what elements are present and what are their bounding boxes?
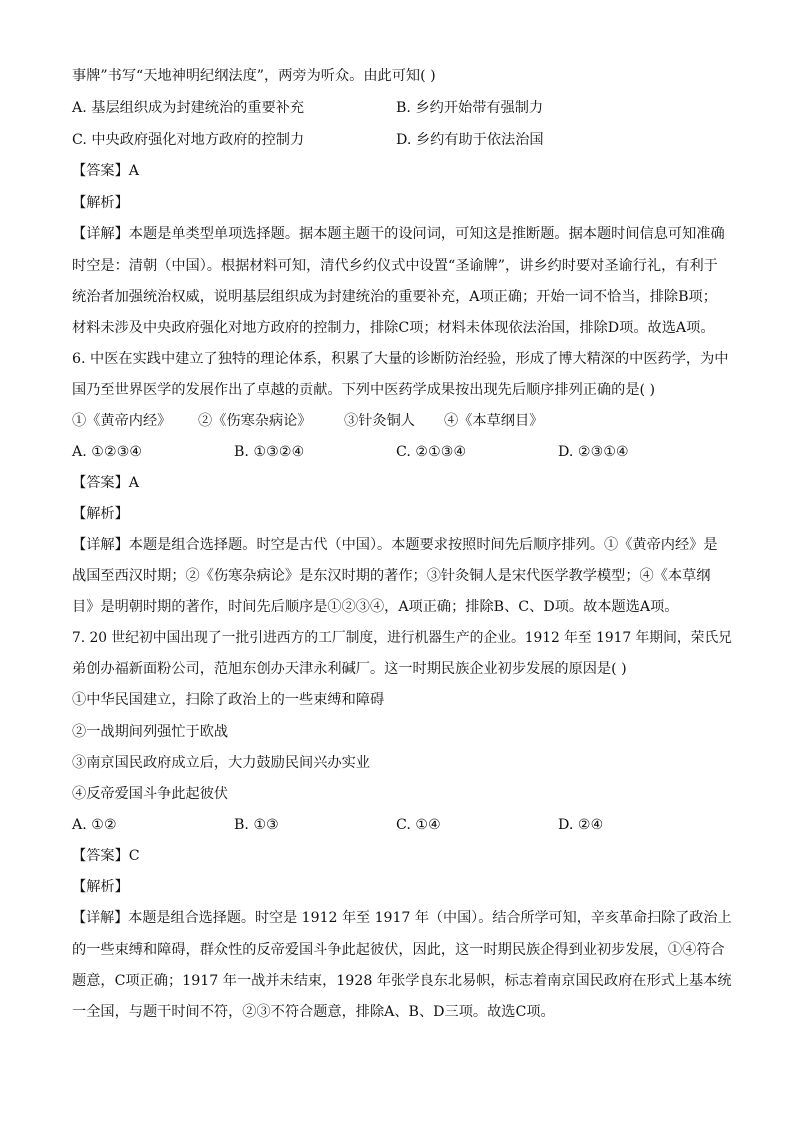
q6-options-row xyxy=(72,442,732,462)
q6-item-2: ②《伤寒杂病论》 xyxy=(198,413,312,429)
q5-option-b: B. 乡约开始带有强制力 xyxy=(396,100,544,116)
q7-option-a: A. ①② xyxy=(72,817,117,833)
q5-options-row-1 xyxy=(72,98,732,118)
q7-detail-line-1: 【详解】本题是组合选择题。时空是 1912 年至 1917 年（中国）。结合所学可知，辛亥革命扫除了政治上 xyxy=(72,910,732,926)
q6-stem-line-1: 6. 中医在实践中建立了独特的理论体系，积累了大量的诊断防治经验，形成了博大精深的中医药学，为中 xyxy=(72,351,729,367)
q5-analysis-label: 【解析】 xyxy=(72,195,129,211)
q6-detail-line-3: 目》是明朝时期的著作，时间先后顺序是①②③④，A项正确；排除B、C、D项。故本题选A项。 xyxy=(72,599,679,615)
q7-detail-line-4: 一全国，与题干时间不符，②③不符合题意，排除A、B、D三项。故选C项。 xyxy=(72,1004,555,1020)
q7-analysis-label: 【解析】 xyxy=(72,879,129,895)
q6-option-a: A. ①②③④ xyxy=(72,444,143,460)
q7-stem-line-1: 7. 20 世纪初中国出现了一批引进西方的工厂制度，进行机器生产的企业。1912 年至 1917 年期间，荣氏兄 xyxy=(72,630,732,646)
q5-detail-line-3: 统治者加强统治权威，说明基层组织成为封建统治的重要补充，A项正确；开始一词不恰当，排除B项； xyxy=(72,289,717,305)
q6-option-c: C. ②①③④ xyxy=(396,444,467,460)
q7-item-3: ③南京国民政府成立后，大力鼓励民间兴办实业 xyxy=(72,755,370,771)
q7-item-1: ①中华民国建立，扫除了政治上的一些束缚和障碍 xyxy=(72,692,385,708)
q5-option-a: A. 基层组织成为封建统治的重要补充 xyxy=(72,100,305,116)
q5-answer: 【答案】A xyxy=(72,163,139,179)
q6-detail-line-1: 【详解】本题是组合选择题。时空是古代（中国）。本题要求按照时间先后顺序排列。①《黄帝内经》是 xyxy=(72,537,718,553)
q7-stem-line-2: 弟创办福新面粉公司，范旭东创办天津永利碱厂。这一时期民族企业初步发展的原因是( ) xyxy=(72,661,627,677)
q7-options-row xyxy=(72,815,732,835)
q7-detail-line-3: 题意，C项正确；1917 年一战并未结束，1928 年张学良东北易帜，标志着南京国民政府在形式上基本统 xyxy=(72,973,732,989)
q5-options-row-2 xyxy=(72,130,732,150)
q6-option-d: D. ②③①④ xyxy=(558,444,629,460)
q6-answer: 【答案】A xyxy=(72,475,139,491)
q7-item-2: ②一战期间列强忙于欧战 xyxy=(72,724,229,740)
q5-detail-line-2: 时空是：清朝（中国）。根据材料可知，清代乡约仪式中设置“圣谕牌”，讲乡约时要对圣谕行礼，有利于 xyxy=(72,258,718,274)
q7-detail-line-2: 的一些束缚和障碍，群众性的反帝爱国斗争此起彼伏，因此，这一时期民族企得到业初步发展，①④符合 xyxy=(72,942,725,958)
q6-analysis-label: 【解析】 xyxy=(72,506,129,522)
q5-detail-line-4: 材料未涉及中央政府强化对地方政府的控制力，排除C项；材料未体现依法治国，排除D项。故选A项。 xyxy=(72,320,715,336)
q7-option-c: C. ①④ xyxy=(396,817,441,833)
q6-detail-line-2: 战国至西汉时期；②《伤寒杂病论》是东汉时期的著作；③针灸铜人是宋代医学教学模型；④《本草纲 xyxy=(72,568,711,584)
q5-detail-line-1: 【详解】本题是单类型单项选择题。据本题主题干的设问词，可知这是推断题。据本题时间信息可知准确 xyxy=(72,226,725,242)
q6-item-1: ①《黄帝内经》 xyxy=(72,413,172,429)
q6-stem-line-2: 国乃至世界医学的发展作出了卓越的贡献。下列中医药学成果按出现先后顺序排列正确的是( ) xyxy=(72,382,656,398)
q6-item-3: ③针灸铜人 xyxy=(344,413,415,429)
q7-answer: 【答案】C xyxy=(72,848,140,864)
q6-item-4: ④《本草纲目》 xyxy=(444,413,544,429)
q7-option-d: D. ②④ xyxy=(558,817,604,833)
q7-item-4: ④反帝爱国斗争此起彼伏 xyxy=(72,786,229,802)
q5-option-c: C. 中央政府强化对地方政府的控制力 xyxy=(72,132,305,148)
q7-option-b: B. ①③ xyxy=(234,817,279,833)
q5-option-d: D. 乡约有助于依法治国 xyxy=(396,132,544,148)
q6-option-b: B. ①③②④ xyxy=(234,444,305,460)
q5-stem-tail: 事牌”书写“天地神明纪纲法度”，两旁为听众。由此可知( ) xyxy=(72,68,436,84)
